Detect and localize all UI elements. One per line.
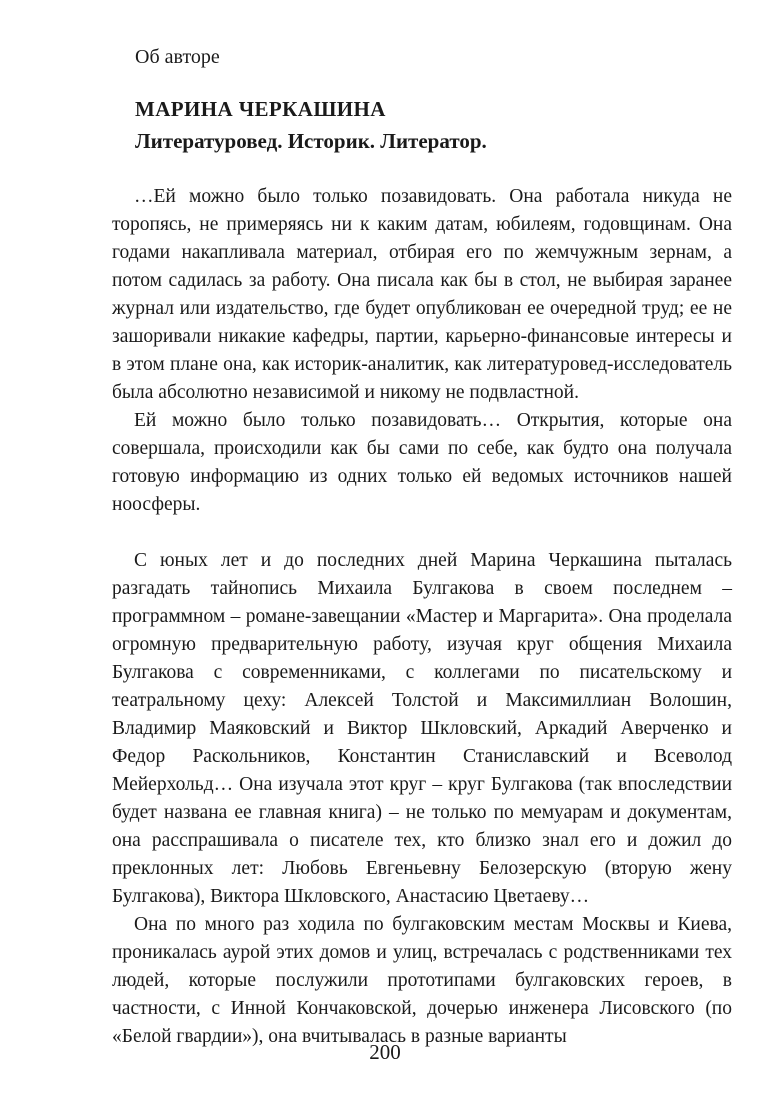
paragraph: С юных лет и до последних дней Марина Черкашина пыталась разгадать тайнопись Михаила Булгакова в своем последнем – программном – романе-завещании «Мастер и Маргарита». Она проделала огромную предварительную работу, изучая круг общения Михаила Булгакова с современниками, с коллегами по писательскому и театральному цеху: Алексей Толстой и Максимиллиан Волошин, Владимир Маяковский и Виктор Шкловский, Аркадий Аверченко и Федор Раскольников, Константин Станиславский и Всеволод Мейерхольд… Она изучала этот круг – круг Булгакова (так впоследствии будет названа ее главная книга) – не только по мемуарам и документам, она расспрашивала о писателе тех, кто близко знал его и дожил до преклонных лет: Любовь Евгеньевну Белозерскую (вторую жену Булгакова), Виктора Шкловского, Анастасию Цветаеву…: [112, 550, 732, 907]
body-text: [112, 183, 732, 1051]
paragraph: Она по много раз ходила по булгаковским местам Москвы и Киева, проникалась аурой этих домов и улиц, встречалась с родственниками тех людей, которые послужили прототипами булгаковских героев, в частности, с Инной Кончаковской, дочерью инженера Лисовского (по «Белой гвардии»), она вчитывалась в разные варианты: [112, 914, 732, 1047]
author-name: МАРИНА ЧЕРКАШИНА: [135, 97, 386, 121]
paragraph: Ей можно было только позавидовать… Открытия, которые она совершала, происходили как бы сами по себе, как будто она получала готовую информацию из одних только ей ведомых источников нашей ноосферы.: [112, 410, 732, 515]
page-number: 200: [369, 1040, 401, 1064]
section-label: Об авторе: [135, 46, 220, 68]
section-gap: [112, 519, 732, 547]
author-tagline: Литературовед. Историк. Литератор.: [135, 129, 487, 153]
paragraph: …Ей можно было только позавидовать. Она работала никуда не торопясь, не примеряясь ни к каким датам, юбилеям, годовщинам. Она годами накапливала материал, отбирая его по жемчужным зернам, а потом садилась за работу. Она писала как бы в стол, не выбирая заранее журнал или издательство, где будет опубликован ее очередной труд; ее не зашоривали никакие кафедры, партии, карьерно-финансовые интересы и в этом плане она, как историк-аналитик, как литературовед-исследователь была абсолютно независимой и никому не подвластной.: [112, 186, 732, 403]
